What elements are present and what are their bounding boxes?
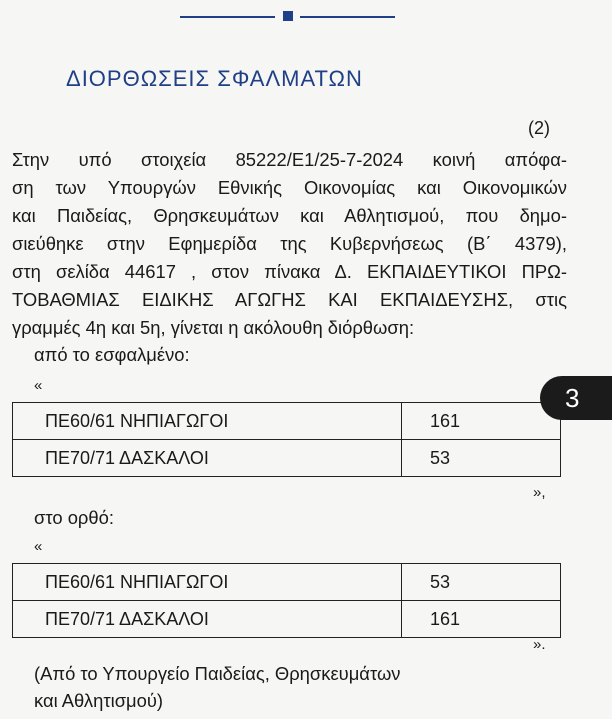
table-cell-value: 53 (402, 564, 561, 601)
table-cell-value: 161 (402, 601, 561, 638)
table-cell-value: 53 (402, 440, 561, 477)
source-note (34, 660, 401, 714)
table-row (13, 564, 561, 601)
table-cell-name: ΠΕ60/61 ΝΗΠΙΑΓΩΓΟΙ (13, 564, 402, 601)
table-cell-name: ΠΕ70/71 ΔΑΣΚΑΛΟΙ (13, 440, 402, 477)
open-quote: « (34, 538, 43, 555)
table-cell-name: ΠΕ70/71 ΔΑΣΚΑΛΟΙ (13, 601, 402, 638)
table-row (13, 440, 561, 477)
paragraph-line: γραμμές 4η και 5η, γίνεται η ακόλουθη διόρθωση: (12, 317, 415, 338)
table-cell-name: ΠΕ60/61 ΝΗΠΙΑΓΩΓΟΙ (13, 403, 402, 440)
top-rule-left (180, 16, 275, 18)
wrong-table (12, 402, 561, 477)
paragraph-line: σιεύθηκε στην Εφημερίδα της Κυβερνήσεως (Β΄ 4379), (12, 233, 567, 254)
wrong-label: από το εσφαλμένο: (34, 344, 190, 365)
correct-label: στο ορθό: (34, 507, 114, 528)
correction-paragraph (12, 146, 567, 342)
item-number: (2) (528, 118, 550, 138)
open-quote: « (34, 377, 43, 394)
source-line: και Αθλητισμού) (34, 690, 164, 711)
paragraph-line: Στην υπό στοιχεία 85222/Ε1/25-7-2024 κοινή απόφα- (12, 149, 567, 170)
close-quote-comma: », (533, 484, 546, 501)
close-quote-period: ». (533, 636, 546, 653)
section-heading: ΔΙΟΡΘΩΣΕΙΣ ΣΦΑΛΜΑΤΩΝ (66, 66, 363, 91)
paragraph-line: στη σελίδα 44617 , στον πίνακα Δ. ΕΚΠΑΙΔΕΥΤΙΚΟΙ ΠΡΩ- (12, 261, 567, 282)
table-cell-value: 161 (402, 403, 561, 440)
paragraph-line: ση των Υπουργών Εθνικής Οικονομίας και Οικονομικών (12, 177, 567, 198)
paragraph-line: και Παιδείας, Θρησκευμάτων και Αθλητισμού, που δημο- (12, 205, 567, 226)
page-badge: 3 (540, 376, 612, 420)
table-row (13, 601, 561, 638)
source-line: (Από το Υπουργείο Παιδείας, Θρησκευμάτων (34, 663, 401, 684)
table-row (13, 403, 561, 440)
top-rule-square (283, 11, 293, 21)
paragraph-line: ΤΟΒΑΘΜΙΑΣ ΕΙΔΙΚΗΣ ΑΓΩΓΗΣ ΚΑΙ ΕΚΠΑΙΔΕΥΣΗΣ, στις (12, 289, 567, 310)
top-rule-right (300, 16, 395, 18)
correct-table (12, 563, 561, 638)
